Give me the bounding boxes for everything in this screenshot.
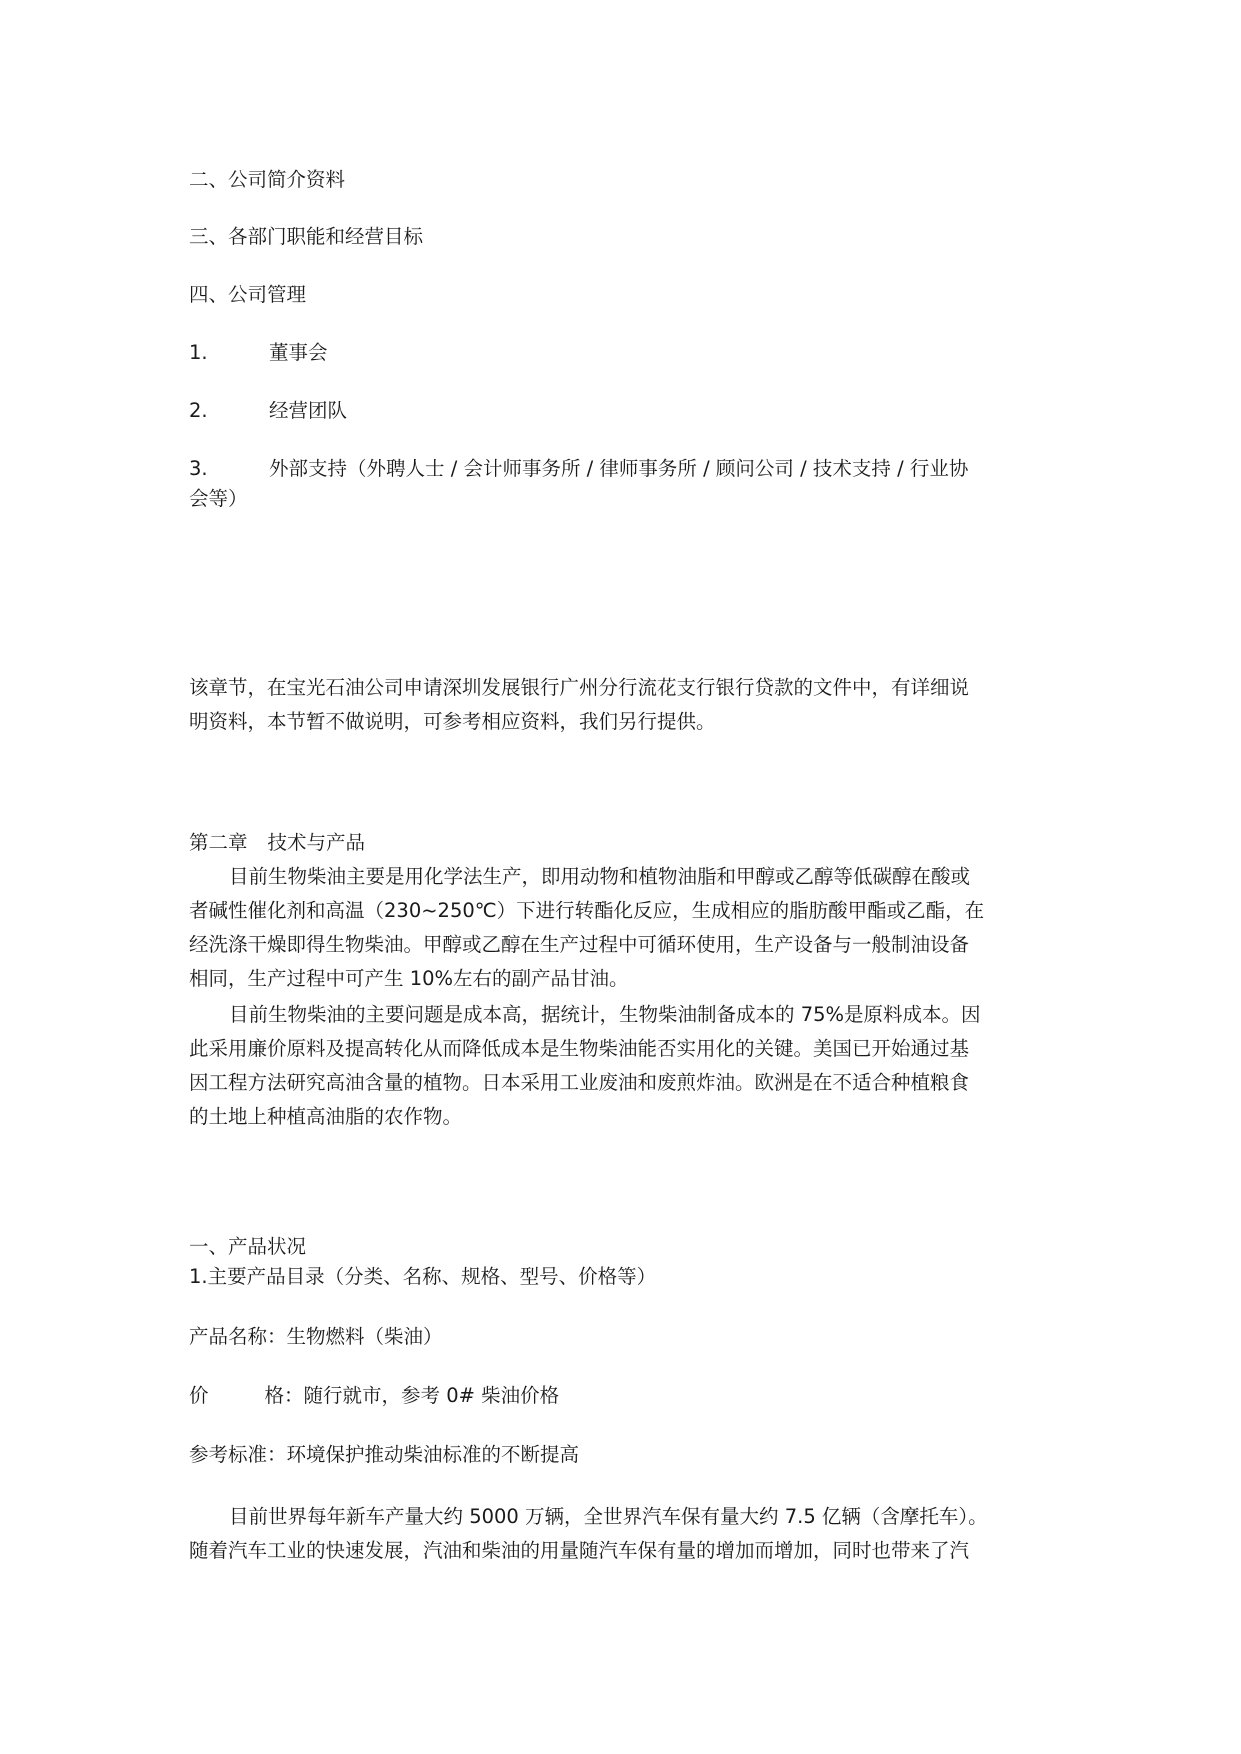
paragraph-line: 随着汽车工业的快速发展，汽油和柴油的用量随汽车保有量的增加而增加，同时也带来了汽 [189, 1539, 970, 1562]
product-name-line: 产品名称：生物燃料（柴油） [189, 1325, 443, 1348]
product-standard-line: 参考标准：环境保护推动柴油标准的不断提高 [189, 1443, 580, 1466]
paragraph-line: 目前世界每年新车产量大约 5000 万辆，全世界汽车保有量大约 7.5 亿辆（含摩托车）。 [229, 1505, 988, 1528]
paragraph-line: 目前生物柴油主要是用化学法生产，即用动物和植物油脂和甲醇或乙醇等低碳醇在酸或 [229, 865, 971, 888]
list-item-number: 2. [189, 399, 208, 422]
chapter-heading [189, 828, 365, 858]
note-line: 该章节，在宝光石油公司申请深圳发展银行广州分行流花支行银行贷款的文件中，有详细说 [189, 676, 970, 699]
paragraph-line: 经洗涤干燥即得生物柴油。甲醇或乙醇在生产过程中可循环使用，生产设备与一般制油设备 [189, 933, 970, 956]
chapter-number: 第二章 [189, 831, 248, 854]
list-item-external-support: 外部支持（外聘人士 / 会计师事务所 / 律师事务所 / 顾问公司 / 技术支持 / 行业协 [269, 457, 969, 480]
section-heading-management: 四、公司管理 [189, 283, 307, 306]
list-item-board: 董事会 [269, 341, 328, 364]
section-heading-departments: 三、各部门职能和经营目标 [189, 225, 424, 248]
chapter-title: 技术与产品 [267, 831, 366, 854]
paragraph-line: 相同，生产过程中可产生 10%左右的副产品甘油。 [189, 967, 629, 990]
paragraph-line: 的土地上种植高油脂的农作物。 [189, 1105, 463, 1128]
paragraph-line: 因工程方法研究高油含量的植物。日本采用工业废油和废煎炸油。欧洲是在不适合种植粮食 [189, 1071, 970, 1094]
note-line: 明资料，本节暂不做说明，可参考相应资料，我们另行提供。 [189, 710, 716, 733]
product-price-line [189, 1381, 559, 1411]
price-value: 格：随行就市，参考 0# 柴油价格 [264, 1384, 560, 1407]
list-item-number: 3. [189, 457, 208, 480]
paragraph-line: 者碱性催化剂和高温（230~250℃）下进行转酯化反应，生成相应的脂肪酸甲酯或乙酯，在 [189, 899, 985, 922]
paragraph-line: 目前生物柴油的主要问题是成本高，据统计，生物柴油制备成本的 75%是原料成本。因 [229, 1003, 981, 1026]
section-heading-company-profile: 二、公司简介资料 [189, 168, 346, 191]
paragraph-line: 此采用廉价原料及提高转化从而降低成本是生物柴油能否实用化的关键。美国已开始通过基 [189, 1037, 970, 1060]
product-catalog-heading: 1.主要产品目录（分类、名称、规格、型号、价格等） [189, 1265, 657, 1288]
list-item-number: 1. [189, 341, 208, 364]
section-heading-products: 一、产品状况 [189, 1235, 307, 1258]
list-item-external-support-cont: 会等） [189, 487, 248, 510]
list-item-team: 经营团队 [269, 399, 348, 422]
price-label: 价 [189, 1384, 209, 1407]
